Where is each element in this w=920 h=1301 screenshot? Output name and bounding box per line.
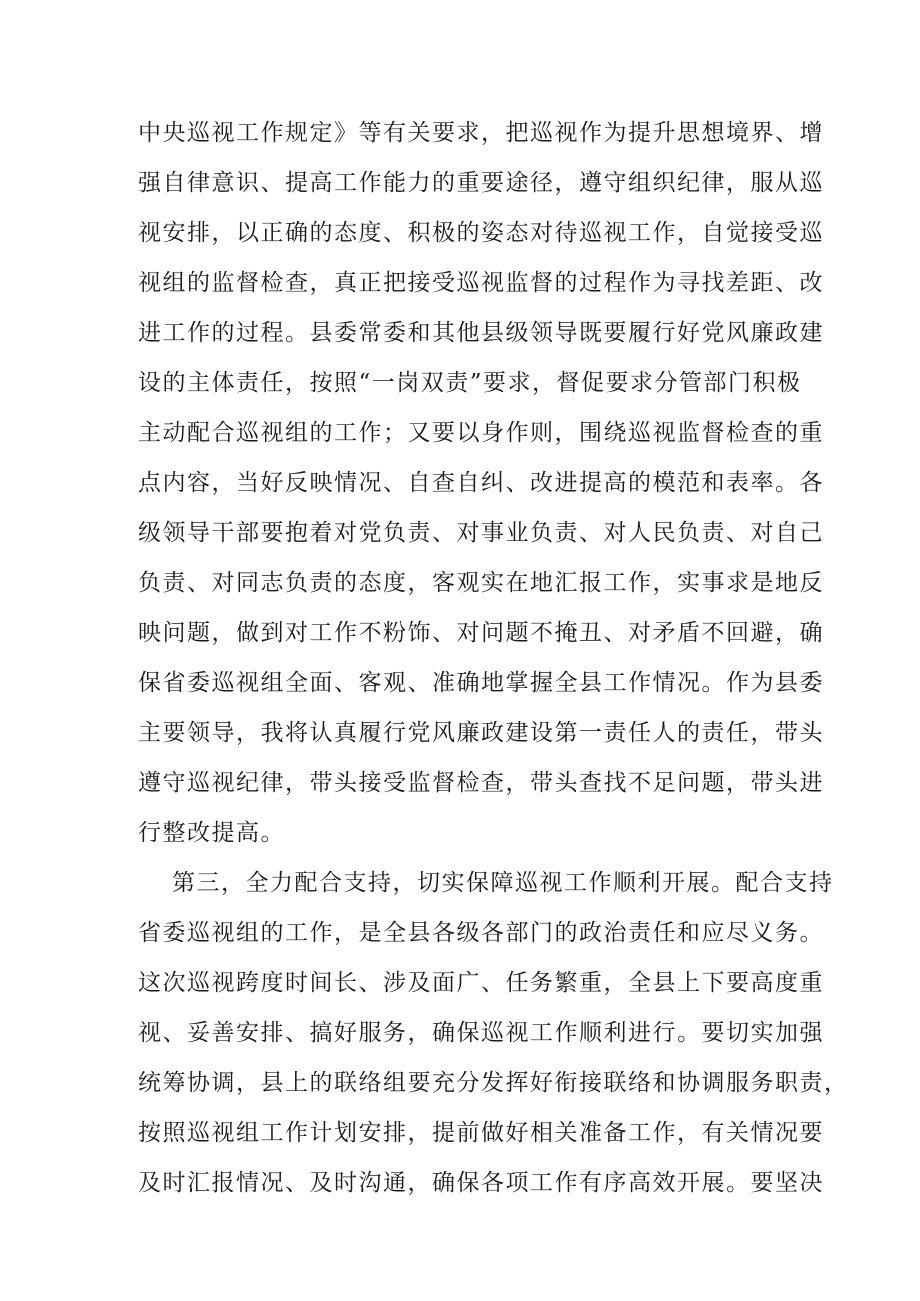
text-line: 负责、对同志负责的态度，客观实在地汇报工作，实事求是地反 bbox=[138, 570, 824, 596]
text-line: 级领导干部要抱着对党负责、对事业负责、对人民负责、对自己 bbox=[138, 520, 824, 546]
text-line: 这次巡视跨度时间长、涉及面广、任务繁重，全县上下要高度重 bbox=[138, 970, 824, 996]
text-line: 中央巡视工作规定》等有关要求，把巡视作为提升思想境界、增 bbox=[138, 120, 824, 146]
text-line: 视安排，以正确的态度、积极的姿态对待巡视工作，自觉接受巡 bbox=[138, 220, 824, 246]
text-line: 保省委巡视组全面、客观、准确地掌握全县工作情况。作为县委 bbox=[138, 670, 824, 696]
text-line: 统筹协调，县上的联络组要充分发挥好衔接联络和协调服务职责， bbox=[138, 1070, 849, 1096]
document-body bbox=[138, 108, 849, 1208]
text-line: 视组的监督检查，真正把接受巡视监督的过程作为寻找差距、改 bbox=[138, 270, 824, 296]
text-line: 行整改提高。 bbox=[138, 820, 285, 846]
text-line: 视、妥善安排、搞好服务，确保巡视工作顺利进行。要切实加强 bbox=[138, 1020, 824, 1046]
text-line: 按照巡视组工作计划安排，提前做好相关准备工作，有关情况要 bbox=[138, 1120, 824, 1146]
text-line: 设的主体责任，按照“一岗双责”要求，督促要求分管部门积极 bbox=[138, 370, 802, 396]
text-line: 及时汇报情况、及时沟通，确保各项工作有序高效开展。要坚决 bbox=[138, 1170, 824, 1196]
text-line: 点内容，当好反映情况、自查自纠、改进提高的模范和表率。各 bbox=[138, 470, 824, 496]
paragraph-section-three bbox=[138, 858, 849, 1208]
text-line: 主动配合巡视组的工作；又要以身作则，围绕巡视监督检查的重 bbox=[138, 420, 824, 446]
paragraph-continued bbox=[138, 108, 824, 858]
text-line: 映问题，做到对工作不粉饰、对问题不掩丑、对矛盾不回避，确 bbox=[138, 620, 824, 646]
text-line: 强自律意识、提高工作能力的重要途径，遵守组织纪律，服从巡 bbox=[138, 170, 824, 196]
text-line: 省委巡视组的工作，是全县各级各部门的政治责任和应尽义务。 bbox=[138, 920, 824, 946]
text-line: 进工作的过程。县委常委和其他县级领导既要履行好党风廉政建 bbox=[138, 320, 824, 346]
text-line: 遵守巡视纪律，带头接受监督检查，带头查找不足问题，带头进 bbox=[138, 770, 824, 796]
text-line: 主要领导，我将认真履行党风廉政建设第一责任人的责任，带头 bbox=[138, 720, 824, 746]
section-heading-line: 第三，全力配合支持，切实保障巡视工作顺利开展。配合支持 bbox=[172, 870, 834, 896]
